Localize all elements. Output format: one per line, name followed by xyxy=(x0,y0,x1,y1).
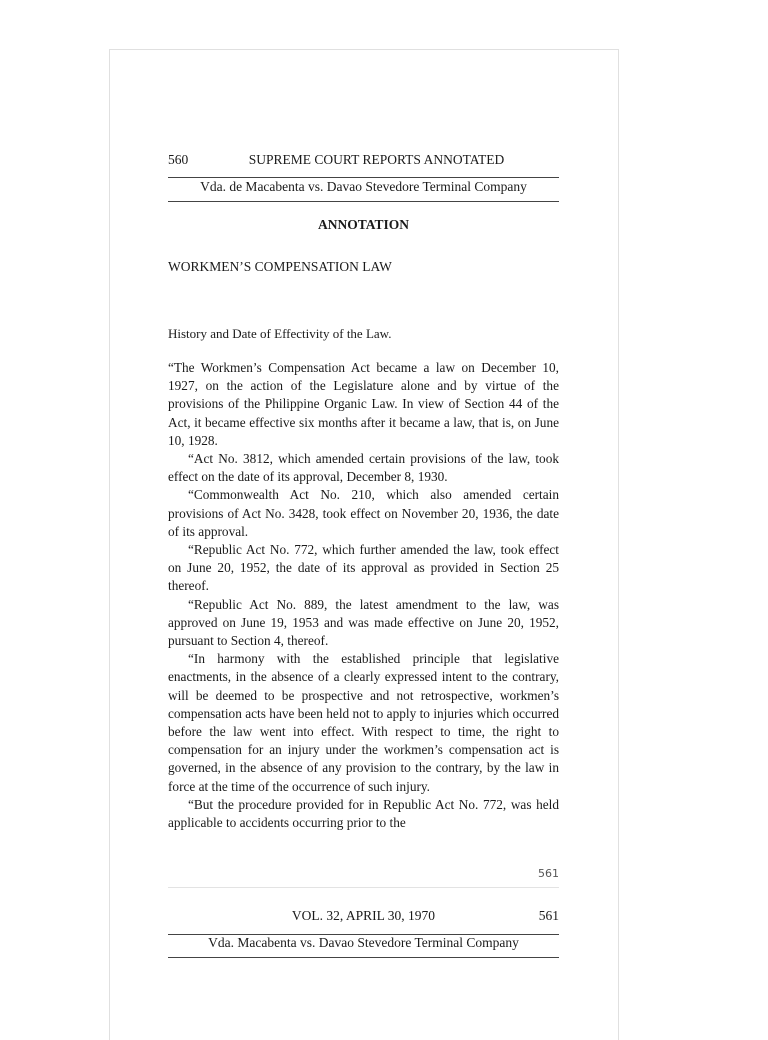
body-paragraph: “The Workmen’s Compensation Act became a law on December 10, 1927, on the action of the Legislature alone and by virtue of the provisions of the Philippine Organic Law. In view of Section 44 of the Act, it became effective six months after it became a law, that is, on June 10, 1928. xyxy=(168,360,559,448)
next-running-header xyxy=(168,908,559,926)
case-title: Vda. de Macabenta vs. Davao Stevedore Terminal Company xyxy=(168,177,559,202)
body-paragraph: “Republic Act No. 772, which further amended the law, took effect on June 20, 1952, the date of its approval as provided in Section 25 thereof. xyxy=(168,542,559,594)
annotation-heading: ANNOTATION xyxy=(317,217,409,232)
volume-date: VOL. 32, APRIL 30, 1970 xyxy=(291,908,436,923)
page-break-marker: 561 xyxy=(168,867,559,888)
annotation-body xyxy=(168,359,559,832)
running-header xyxy=(168,152,559,170)
reporter-title: SUPREME COURT REPORTS ANNOTATED xyxy=(248,152,505,167)
next-page-number: 561 xyxy=(538,908,559,923)
body-paragraph: “But the procedure provided for in Republic Act No. 772, was held applicable to accidents occurring prior to the xyxy=(168,796,559,831)
body-paragraph: “In harmony with the established principle that legislative enactments, in the absence of a clearly expressed intent to the contrary, will be deemed to be prospective and not retrospective, workmen’s compensation acts have been held not to apply to injuries which occurred before the law went into effect. With respect to time, the right to compensation for an injury under the workmen’s compensation act is governed, in the absence of any provision to the contrary, by the law in force at the time of the occurrence of such injury. xyxy=(168,651,559,794)
body-paragraph: “Commonwealth Act No. 210, which also amended certain provisions of Act No. 3428, took effect on November 20, 1936, the date of its approval. xyxy=(168,487,559,539)
body-paragraph: “Republic Act No. 889, the latest amendment to the law, was approved on June 19, 1953 and was made effective on June 20, 1952, pursuant to Section 4, thereof. xyxy=(168,596,559,649)
section-subheading: History and Date of Effectivity of the Law. xyxy=(168,326,392,341)
document-page xyxy=(109,49,619,1040)
page-number: 560 xyxy=(168,152,189,167)
annotation-topic: WORKMEN’S COMPENSATION LAW xyxy=(168,259,392,274)
next-case-title: Vda. Macabenta vs. Davao Stevedore Terminal Company xyxy=(168,934,559,958)
body-paragraph: “Act No. 3812, which amended certain provisions of the law, took effect on the date of its approval, December 8, 1930. xyxy=(168,451,559,485)
